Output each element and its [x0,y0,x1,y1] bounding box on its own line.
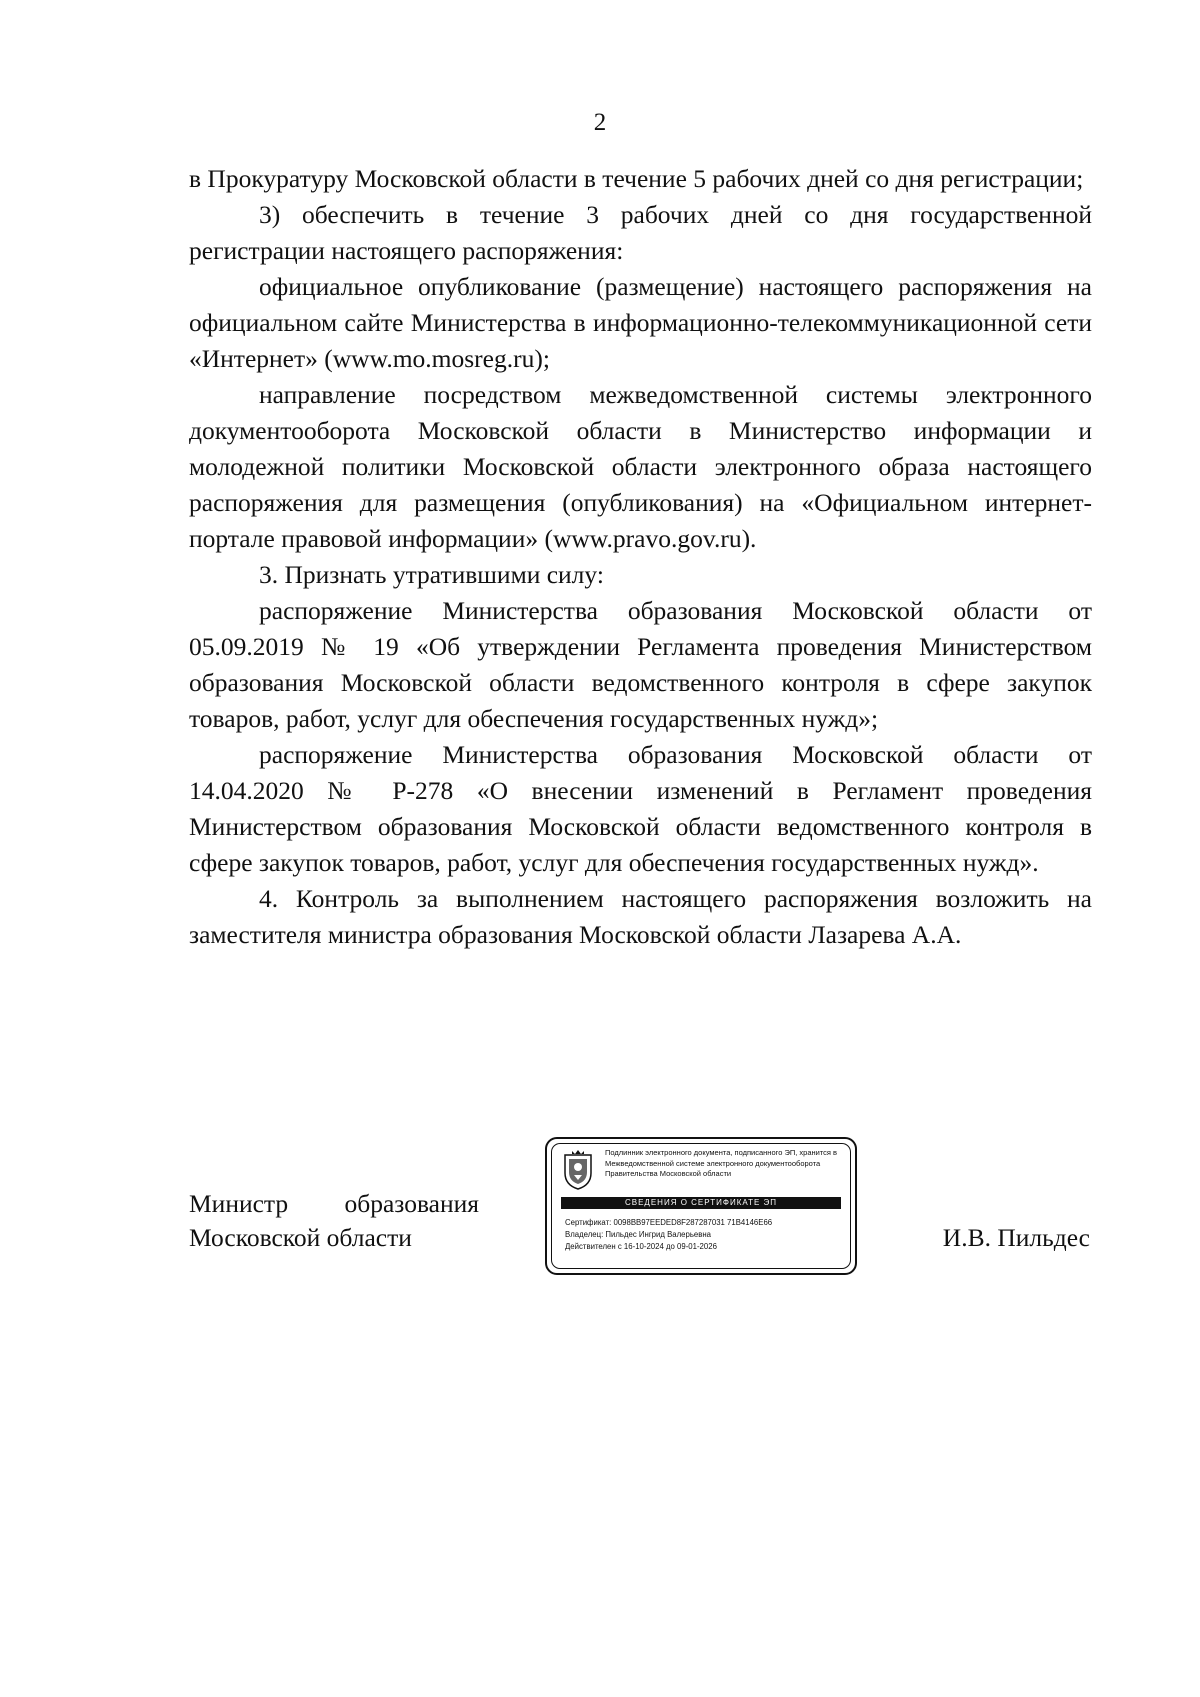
stamp-certificate-bar: СВЕДЕНИЯ О СЕРТИФИКАТЕ ЭП [561,1197,841,1209]
stamp-owner: Владелец: Пильдес Ингрид Валерьевна [565,1230,712,1239]
signatory-position [189,1187,489,1255]
page-number: 2 [593,109,607,136]
stamp-validity: Действителен с 16-10-2024 до 09-01-2026 [565,1242,717,1251]
signatory-position-word1: Министр [189,1189,289,1218]
paragraph-section-3: 3. Признать утратившими силу: [259,560,604,589]
paragraph-repealed-order-1: распоряжение Министерства образования Московской области от 05.09.2019 № 19 «Об утверждении Регламента проведения Министерством образования Московской области ведомственного контроля в сфере закупок товаров, работ, услуг для обеспечения государственных нужд»; [189,596,1092,733]
paragraph-repealed-order-2: распоряжение Министерства образования Московской области от 14.04.2020 № Р-278 «О внесении изменений в Регламент проведения Министерством образования Московской области ведомственного контроля в сфере закупок товаров, работ, услуг для обеспечения государственных нужд». [189,740,1092,877]
signatory-position-word2: образования [344,1189,479,1218]
stamp-details [565,1217,847,1253]
electronic-signature-stamp [545,1137,857,1275]
paragraph-edms-sending: направление посредством межведомственной системы электронного документооборота Московской области в Министерство информации и молодежной политики Московской области электронного образа настоящего распоряжения для размещения (опубликования) на «Официальном интернет-портале правовой информации» (www.pravo.gov.ru). [189,380,1092,553]
document-body [189,161,1092,953]
paragraph-official-publication: официальное опубликование (размещение) настоящего распоряжения на официальном сайте Министерства в информационно-телекоммуникационной сети «Интернет» (www.mo.mosreg.ru); [189,272,1092,373]
stamp-certificate-number: Сертификат: 0098BB97EEDED8F287287031 71B4146E66 [565,1218,773,1227]
stamp-header-text: Подлинник электронного документа, подписанного ЭП, хранится в Межведомственной системе электронного документооборота Правительства Московской области [605,1148,838,1178]
paragraph-section-4: 4. Контроль за выполнением настоящего распоряжения возложить на заместителя министра образования Московской области Лазарева А.А. [189,884,1092,949]
paragraph-prosecutor: в Прокуратуру Московской области в течение 5 рабочих дней со дня регистрации; [189,164,1084,193]
coat-of-arms-icon [561,1149,595,1191]
signatory-name: И.В. Пильдес [942,1223,1090,1252]
signatory-position-line2: Московской области [189,1223,412,1252]
paragraph-item-3: 3) обеспечить в течение 3 рабочих дней со дня государственной регистрации настоящего распоряжения: [189,200,1092,265]
